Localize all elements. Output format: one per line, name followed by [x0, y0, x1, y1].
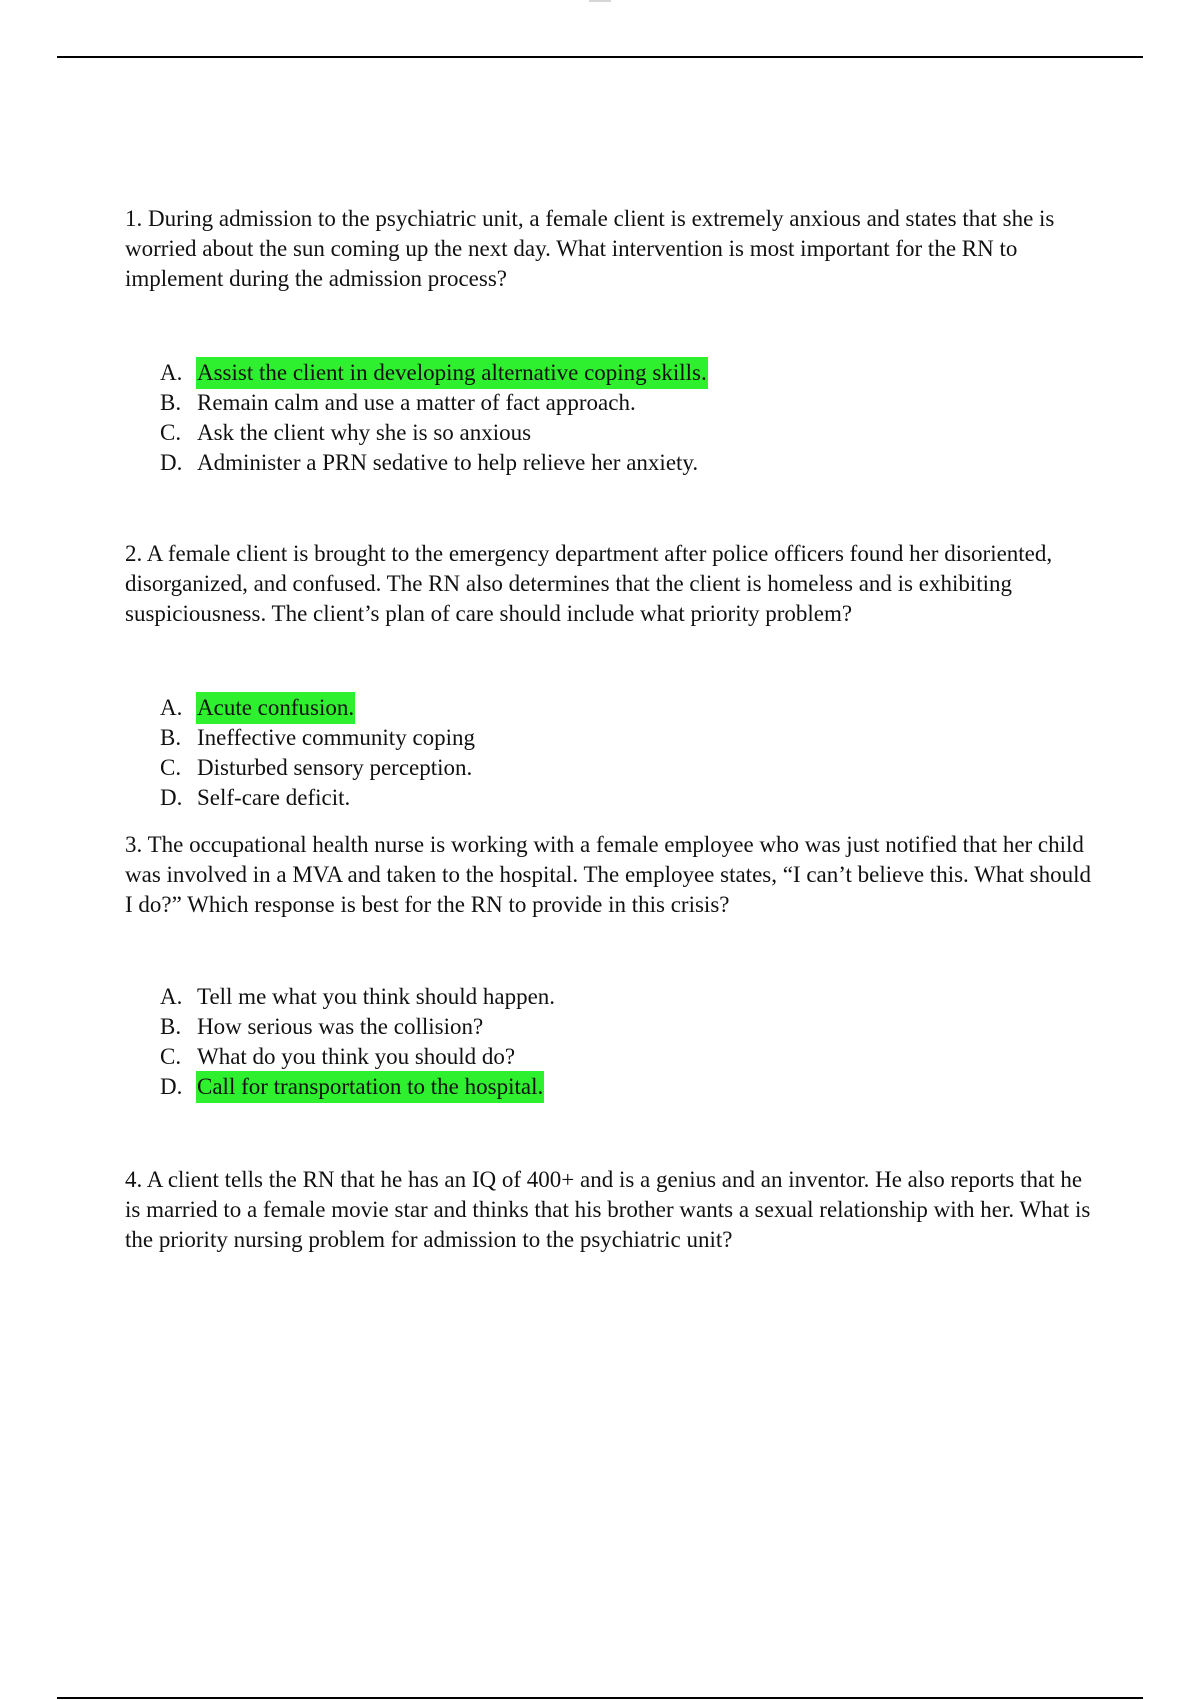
option-letter: B.	[160, 725, 182, 750]
option-text: Ineffective community coping	[197, 725, 476, 750]
option-item	[160, 783, 1060, 813]
option-text: Remain calm and use a matter of fact approach.	[197, 390, 636, 415]
option-letter: D.	[160, 785, 183, 810]
option-text-highlighted: Call for transportation to the hospital.	[197, 1072, 543, 1102]
option-letter: C.	[160, 420, 182, 445]
option-text: Self-care deficit.	[197, 785, 351, 810]
option-text: Administer a PRN sedative to help relieve her anxiety.	[197, 450, 699, 475]
option-letter: A.	[160, 984, 183, 1009]
question-2-stem: 2. A female client is brought to the emergency department after police officers found her disoriented, disorganized, and confused. The RN also determines that the client is homeless and is exhibiting suspiciousness. The client’s plan of care should include what priority problem?	[125, 541, 1053, 626]
option-item	[160, 723, 1060, 753]
option-item	[160, 388, 1060, 418]
footer-rule	[57, 1697, 1143, 1699]
option-letter: B.	[160, 390, 182, 415]
question-4-stem: 4. A client tells the RN that he has an IQ of 400+ and is a genius and an inventor. He also reports that he is married to a female movie star and thinks that his brother wants a sexual relationship with her. What is the priority nursing problem for admission to the psychiatric unit?	[125, 1167, 1091, 1252]
option-text: How serious was the collision?	[197, 1014, 484, 1039]
option-item	[160, 753, 1060, 783]
option-item	[160, 693, 1060, 723]
option-item	[160, 418, 1060, 448]
option-item	[160, 982, 1060, 1012]
option-text: Tell me what you think should happen.	[197, 984, 556, 1009]
page-top-mark	[589, 0, 611, 2]
option-item	[160, 1042, 1060, 1072]
option-letter: A.	[160, 360, 183, 385]
option-item	[160, 358, 1060, 388]
option-text-highlighted: Assist the client in developing alternative coping skills.	[197, 358, 707, 388]
question-2-options	[160, 693, 1060, 813]
option-letter: C.	[160, 755, 182, 780]
option-letter: A.	[160, 695, 183, 720]
option-letter: B.	[160, 1014, 182, 1039]
question-3-options	[160, 982, 1060, 1102]
question-1-stem: 1. During admission to the psychiatric unit, a female client is extremely anxious and states that she is worried about the sun coming up the next day. What intervention is most important for the RN to implement during the admission process?	[125, 206, 1055, 291]
option-letter: C.	[160, 1044, 182, 1069]
option-item	[160, 1012, 1060, 1042]
option-text: Disturbed sensory perception.	[197, 755, 473, 780]
option-item	[160, 1072, 1060, 1102]
question-3-stem: 3. The occupational health nurse is working with a female employee who was just notified that her child was involved in a MVA and taken to the hospital. The employee states, “I can’t believe this. What should I do?” Which response is best for the RN to provide in this crisis?	[125, 832, 1092, 917]
question-1-options	[160, 358, 1060, 478]
option-letter: D.	[160, 1074, 183, 1099]
header-rule	[57, 56, 1143, 58]
option-letter: D.	[160, 450, 183, 475]
option-item	[160, 448, 1060, 478]
option-text: Ask the client why she is so anxious	[197, 420, 532, 445]
option-text-highlighted: Acute confusion.	[197, 693, 354, 723]
option-text: What do you think you should do?	[197, 1044, 516, 1069]
